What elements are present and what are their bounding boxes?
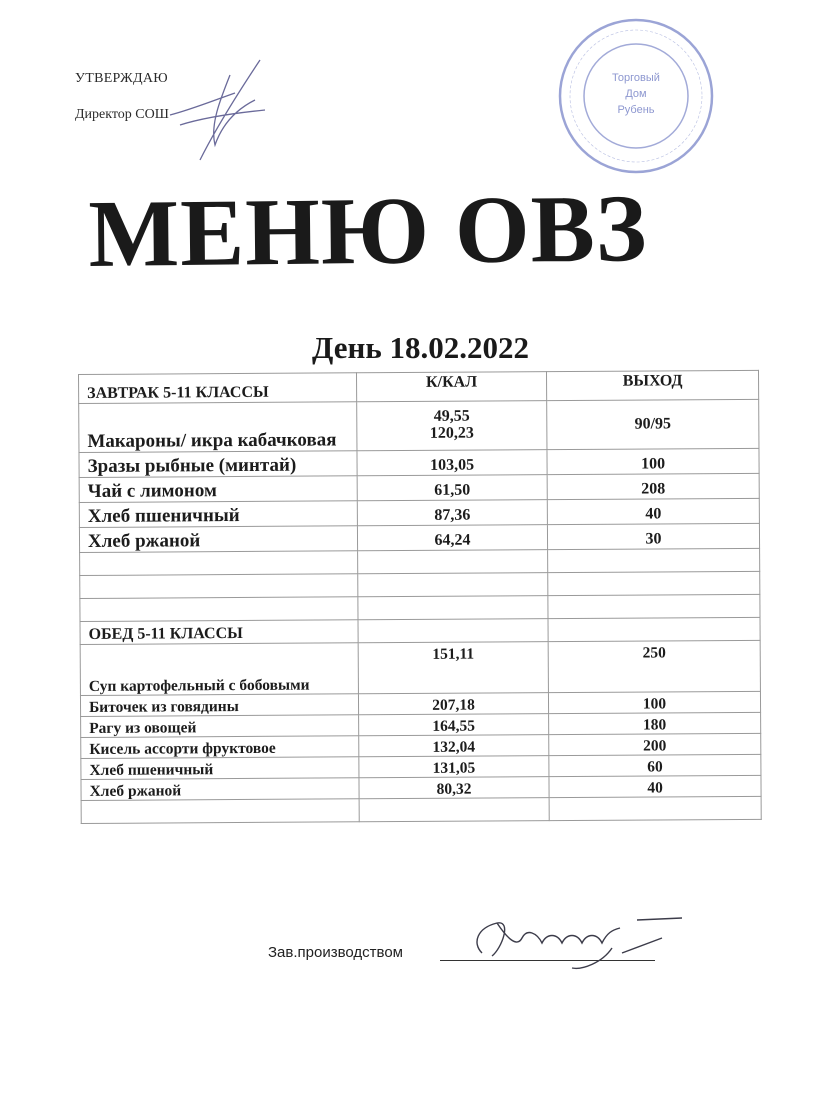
dish-name: Хлеб ржаной xyxy=(79,526,357,553)
page-title: МЕНЮ ОВЗ xyxy=(88,174,648,287)
dish-output: 30 xyxy=(547,523,759,549)
dish-kcal: 132,04 xyxy=(359,735,549,757)
menu-date: День 18.02.2022 xyxy=(312,330,529,365)
dish-name: Зразы рыбные (минтай) xyxy=(79,451,357,478)
dish-name: Хлеб пшеничный xyxy=(79,501,357,528)
dish-kcal: 207,18 xyxy=(358,693,548,715)
dish-kcal: 164,55 xyxy=(359,714,549,736)
dish-output: 100 xyxy=(547,448,759,474)
lunch-header: ОБЕД 5-11 КЛАССЫ xyxy=(80,620,358,645)
table-row xyxy=(79,498,759,527)
table-row xyxy=(80,640,760,695)
dish-kcal: 49,55 120,23 xyxy=(357,401,547,451)
dish-output: 60 xyxy=(549,754,761,776)
dish-kcal: 61,50 xyxy=(357,475,547,501)
dish-output: 90/95 xyxy=(547,399,759,449)
dish-kcal: 131,05 xyxy=(359,756,549,778)
svg-text:Торговый: Торговый xyxy=(612,72,660,84)
kcal-header: К/КАЛ xyxy=(356,372,546,402)
dish-name: Кисель ассорти фруктовое xyxy=(81,736,359,759)
director-signature xyxy=(160,55,280,170)
dish-name: Рагу из овощей xyxy=(81,715,359,738)
dish-kcal: 103,05 xyxy=(357,450,547,476)
dish-kcal: 64,24 xyxy=(357,525,547,551)
dish-output: 200 xyxy=(549,733,761,755)
svg-text:Рубень: Рубень xyxy=(617,104,655,116)
table-row xyxy=(79,523,759,552)
approval-line-1: УТВЕРЖДАЮ xyxy=(75,71,168,86)
table-row xyxy=(79,399,759,452)
dish-name: Суп картофельный с бобовыми xyxy=(80,643,358,696)
dish-output: 40 xyxy=(549,775,761,797)
round-stamp xyxy=(555,15,717,177)
dish-name: Макароны/ икра кабачковая xyxy=(79,402,357,453)
dish-output: 100 xyxy=(548,691,760,713)
dish-output: 180 xyxy=(549,712,761,734)
dish-kcal: 87,36 xyxy=(357,500,547,526)
menu-table xyxy=(78,370,761,874)
dish-output: 250 xyxy=(548,640,760,692)
output-header: ВЫХОД xyxy=(546,370,758,400)
dish-output: 40 xyxy=(547,498,759,524)
empty-row xyxy=(81,796,761,823)
dish-output: 208 xyxy=(547,473,759,499)
dish-name: Чай с лимоном xyxy=(79,476,357,503)
svg-text:Дом: Дом xyxy=(625,88,647,100)
dish-name: Биточек из говядины xyxy=(80,694,358,717)
production-head-signature xyxy=(462,908,692,978)
dish-name: Хлеб пшеничный xyxy=(81,757,359,780)
dish-kcal: 80,32 xyxy=(359,777,549,799)
dish-kcal: 151,11 xyxy=(358,642,548,694)
breakfast-header: ЗАВТРАК 5-11 КЛАССЫ xyxy=(79,373,357,404)
approval-block xyxy=(75,72,169,122)
production-head-label: Зав.производством xyxy=(268,944,403,961)
dish-name: Хлеб ржаной xyxy=(81,778,359,801)
table-row xyxy=(79,473,759,502)
table-header-row xyxy=(79,370,759,403)
table-row xyxy=(79,448,759,477)
approval-line-2: Директор СОШ xyxy=(75,107,169,122)
